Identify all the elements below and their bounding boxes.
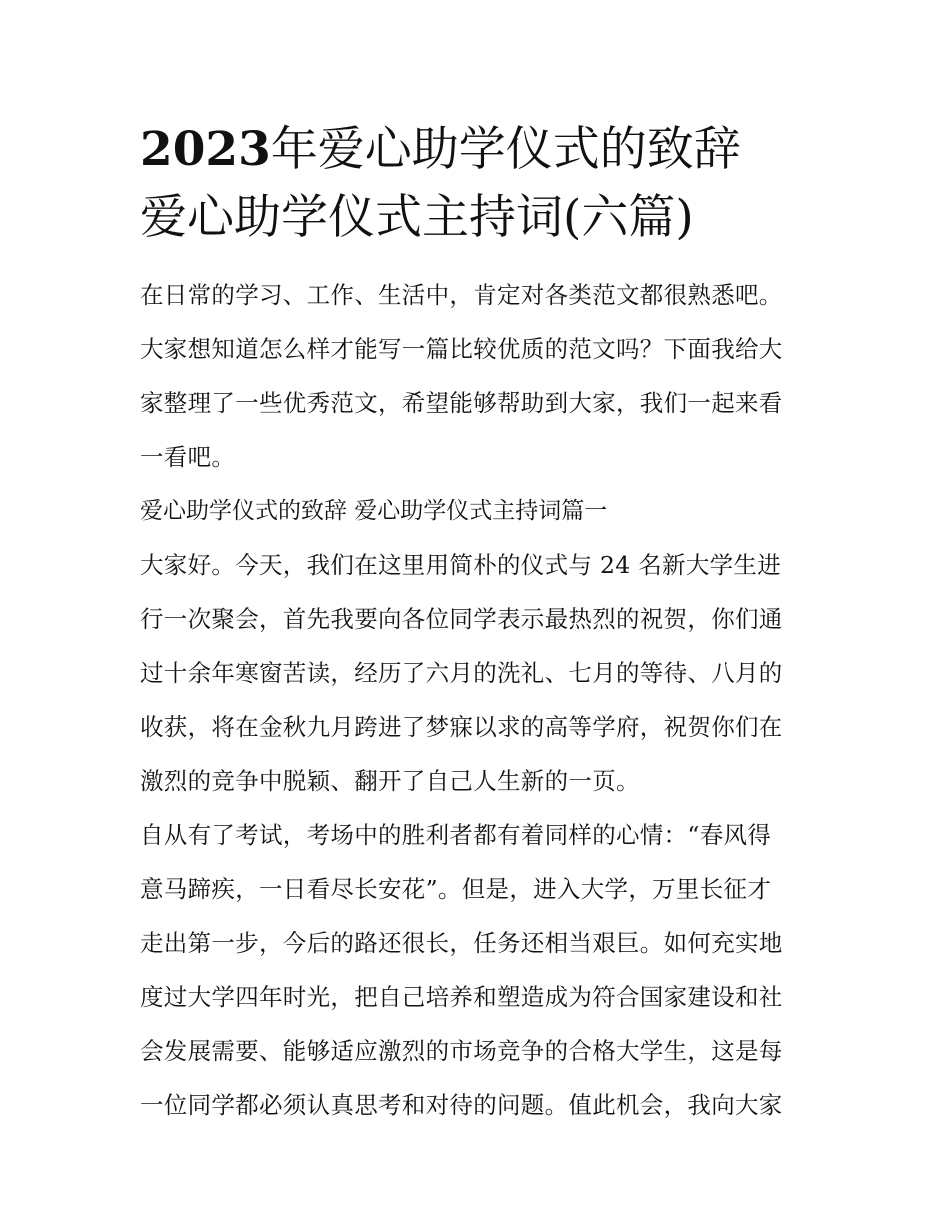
intro-paragraph [140,268,815,484]
speech-paragraph-1 [140,538,815,808]
title-line-1-text: 年爱心助学仪式的致辞 [270,122,741,177]
text-line: 行一次聚会，首先我要向各位同学表示最热烈的祝贺，你们通 [140,605,783,633]
document-body [140,268,815,1132]
title-line-2: 爱心助学仪式主持词(六篇) [140,190,694,245]
text-line: 会发展需要、能够适应激烈的市场竞争的合格大学生，这是每 [140,1037,783,1065]
text-line: 度过大学四年时光，把自己培养和塑造成为符合国家建设和社 [140,983,783,1011]
text-line: 大家好。今天，我们在这里用简朴的仪式与 24 名新大学生进 [140,551,782,579]
speech-paragraph-2 [140,808,815,1132]
text-line: 过十余年寒窗苦读，经历了六月的洗礼、七月的等待、八月的 [140,659,783,687]
document-content [140,118,815,1132]
text-line: 收获，将在金秋九月跨进了梦寐以求的高等学府，祝贺你们在 [140,713,783,741]
text-line: 激烈的竞争中脱颖、翻开了自己人生新的一页。 [140,767,640,795]
text-line: 走出第一步，今后的路还很长，任务还相当艰巨。如何充实地 [140,929,783,957]
text-line: 一位同学都必须认真思考和对待的问题。值此机会，我向大家 [140,1091,783,1119]
text-line: 自从有了考试，考场中的胜利者都有着同样的心情：“春风得 [140,821,772,849]
title-line-1 [140,118,815,182]
text-line: 在日常的学习、工作、生活中，肯定对各类范文都很熟悉吧。 [140,281,783,309]
text-line: 家整理了一些优秀范文，希望能够帮助到大家，我们一起来看 [140,389,783,417]
document-title [140,118,815,250]
title-year: 2023 [140,122,271,177]
text-line: 大家想知道怎么样才能写一篇比较优质的范文吗？下面我给大 [140,335,783,363]
text-line: 一看吧。 [140,443,236,471]
section-heading: 爱心助学仪式的致辞 爱心助学仪式主持词篇一 [140,498,608,524]
text-line: 意马蹄疾，一日看尽长安花”。但是，进入大学，万里长征才 [140,875,772,903]
